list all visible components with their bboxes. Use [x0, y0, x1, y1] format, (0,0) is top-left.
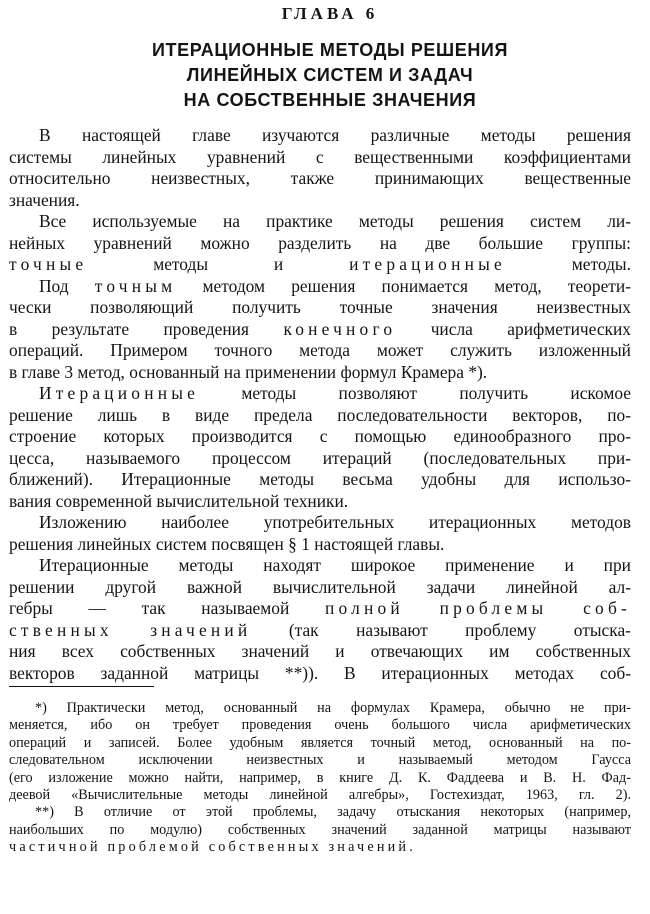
text-line: вания современной вычислительной техники.: [9, 490, 349, 511]
text-line: цесса, называемого процессом итераций (последовательных при-: [9, 447, 631, 468]
text-fragment: методы позволяют получить искомое: [241, 383, 631, 403]
spaced-term: проблемы: [439, 598, 548, 618]
footnote-2: [9, 804, 631, 856]
text-line: чески позволяющий получить точные значения неизвестных: [9, 297, 631, 317]
footnote-line: операций и записей. Более удобным является точный метод, основанный на по-: [9, 734, 631, 751]
footnote-divider: [9, 686, 154, 687]
spaced-term: соб-: [583, 598, 631, 618]
chapter-title-line: НА СОБСТВЕННЫЕ ЗНАЧЕНИЯ: [183, 90, 477, 110]
text-line: Изложению наиболее употребительных итерационных методов: [39, 512, 631, 532]
spaced-term: ственных: [9, 619, 113, 640]
text-fragment: Под: [39, 275, 69, 296]
paragraph-intro: [9, 125, 631, 211]
text-fragment: методы и: [153, 254, 284, 274]
footnote-line: следовательном исключении неизвестных и называемый методом Гаусса: [9, 752, 631, 769]
text-line: векторов заданной матрицы **)). В итерационных методах соб-: [9, 662, 631, 683]
text-line: [9, 598, 631, 620]
paragraph-iterative-methods: [9, 383, 631, 512]
footnote-line: (его изложение можно найти, например, в книге Д. К. Фаддеева и В. Н. Фад-: [9, 769, 631, 786]
text-line: ближений). Итерационные методы весьма удобны для использо-: [9, 469, 631, 489]
text-fragment: гебры — так называемой: [9, 598, 290, 618]
text-line: в главе 3 метод, основанный на применении формул Крамера *).: [9, 361, 488, 382]
footnote-1: [9, 700, 631, 804]
spaced-term: Итерационные: [39, 383, 200, 403]
footnote-line: меняется, ибо он требует проведения очень большого числа арифметических: [9, 717, 631, 734]
text-line: решение лишь в виде предела последовательности векторов, по-: [9, 404, 631, 425]
text-line: [9, 383, 631, 405]
spaced-term: конечного: [283, 318, 397, 339]
spaced-term: точным: [94, 275, 177, 296]
footnote-line: *) Практически метод, основанный на формулах Крамера, обычно не при-: [35, 700, 631, 716]
chapter-title-line: ИТЕРАЦИОННЫЕ МЕТОДЫ РЕШЕНИЯ: [151, 40, 508, 60]
text-line: [9, 276, 631, 298]
text-line: решении другой важной вычислительной задачи линейной ал-: [9, 576, 631, 597]
body-text: [9, 125, 631, 684]
footnotes: [9, 700, 631, 857]
text-line: [9, 254, 631, 276]
paragraph-exact-methods: [9, 276, 631, 384]
text-fragment: методом решения понимается метод, теорети-: [202, 275, 631, 296]
text-line: системы линейных уравнений с вещественными коэффициентами: [9, 146, 631, 167]
text-line: ния всех собственных значений и отвечающих им собственных: [9, 641, 631, 661]
spaced-term: значений: [150, 619, 252, 640]
paragraph-section-reference: [9, 512, 631, 555]
text-line: Итерационные методы находят широкое применение и при: [39, 555, 631, 575]
footnote-line: частичной проблемой собственных значений.: [9, 839, 416, 856]
paragraph-eigenvalue-problem: [9, 555, 631, 684]
spaced-term: итерационные: [349, 254, 506, 274]
text-line: нейных уравнений можно разделить на две большие группы:: [9, 232, 631, 253]
chapter-title-line: ЛИНЕЙНЫХ СИСТЕМ И ЗАДАЧ: [186, 65, 474, 85]
text-line: строение которых производится с помощью единообразного про-: [9, 426, 631, 446]
footnote-line: деевой «Вычислительные методы линейной алгебры», Гостехиздат, 1963, гл. 2).: [9, 787, 631, 804]
text-line: относительно неизвестных, также принимающих вещественные: [9, 168, 631, 188]
footnote-line: **) В отличие от этой проблемы, задачу отыскания некоторых (например,: [35, 804, 631, 821]
text-line: операций. Примером точного метода может служить изложенный: [9, 340, 631, 360]
text-fragment: методы.: [571, 254, 631, 274]
text-line: В настоящей главе изучаются различные методы решения: [39, 125, 631, 145]
text-line: [9, 620, 631, 642]
text-line: Все используемые на практике методы решения систем ли-: [39, 211, 631, 231]
paragraph-method-groups: [9, 211, 631, 276]
chapter-label: ГЛАВА 6: [281, 4, 379, 23]
text-fragment: числа арифметических: [430, 318, 631, 339]
text-line: решения линейных систем посвящен § 1 настоящей главы.: [9, 533, 445, 554]
spaced-term: полной: [324, 598, 404, 618]
text-line: значения.: [9, 189, 80, 210]
spaced-term: точные: [9, 254, 88, 274]
text-fragment: в результате проведения: [9, 318, 249, 339]
footnote-line: наибольших по модулю) собственных значений заданной матрицы называют: [9, 821, 631, 838]
chapter-title: [0, 38, 650, 113]
text-line: [9, 319, 631, 341]
text-fragment: (так называют проблему отыска-: [288, 619, 631, 640]
